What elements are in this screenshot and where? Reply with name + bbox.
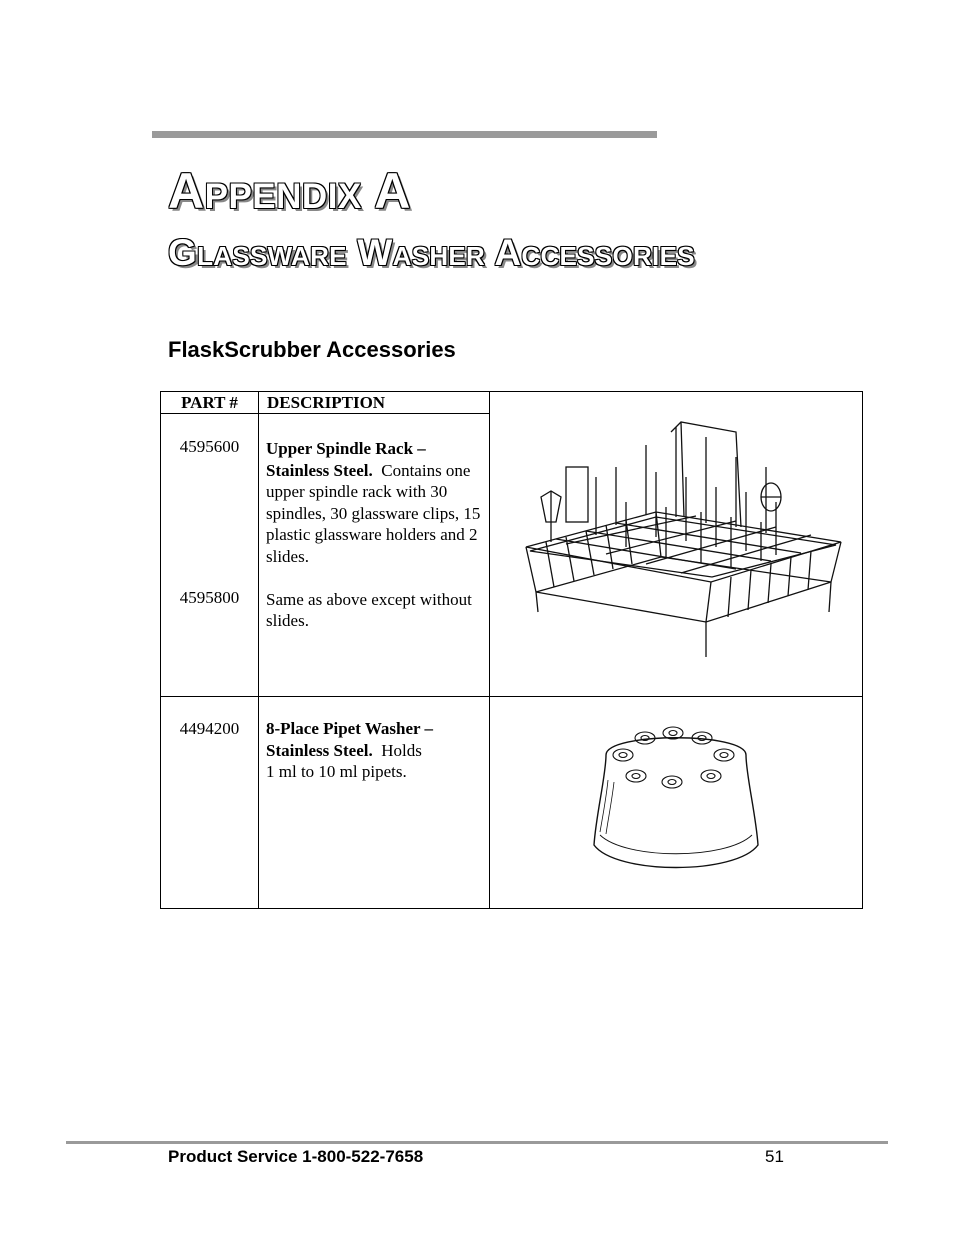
- pipet-washer-drawing: [586, 720, 766, 880]
- column-header-description: DESCRIPTION: [259, 392, 490, 414]
- footer-product-service: Product Service 1-800-522-7658: [168, 1147, 424, 1166]
- part-number: 4595600: [179, 437, 240, 456]
- chapter-title: Glassware Washer Accessories: [168, 232, 695, 273]
- part-number-cell: [161, 697, 259, 909]
- description-cell: [259, 414, 490, 697]
- part-number: 4595800: [179, 588, 240, 607]
- table-header-row: [161, 392, 863, 414]
- item-detail: Same as above except without slides.: [266, 589, 472, 631]
- item-name: Upper Spindle Rack – Stainless Steel.: [266, 439, 426, 480]
- spindle-rack-drawing: [506, 417, 846, 667]
- top-rule: [152, 131, 657, 138]
- accessories-table: [160, 391, 863, 909]
- item-name: 8-Place Pipet Washer – Stainless Steel.: [266, 719, 433, 760]
- page-number: 51: [765, 1147, 784, 1166]
- appendix-title: Appendix A: [168, 163, 411, 219]
- item-detail: Contains one upper spindle rack with 30 spindles, 30 glassware clips, 15 plastic glassware holders and 2 slides.: [266, 460, 481, 566]
- description-cell: [259, 697, 490, 909]
- part-number-cell: [161, 414, 259, 697]
- item-detail: Holds: [381, 740, 422, 760]
- part-number: 4494200: [179, 719, 240, 738]
- item-detail: 1 ml to 10 ml pipets.: [266, 762, 407, 782]
- item-description: [266, 438, 483, 568]
- pipet-washer-illustration-cell: [490, 697, 863, 909]
- table-row: [161, 697, 863, 909]
- footer-rule: [66, 1141, 888, 1144]
- section-heading: FlaskScrubber Accessories: [168, 337, 456, 362]
- item-description: [266, 718, 483, 761]
- rack-illustration-cell: [490, 392, 863, 697]
- column-header-part: PART #: [161, 392, 259, 414]
